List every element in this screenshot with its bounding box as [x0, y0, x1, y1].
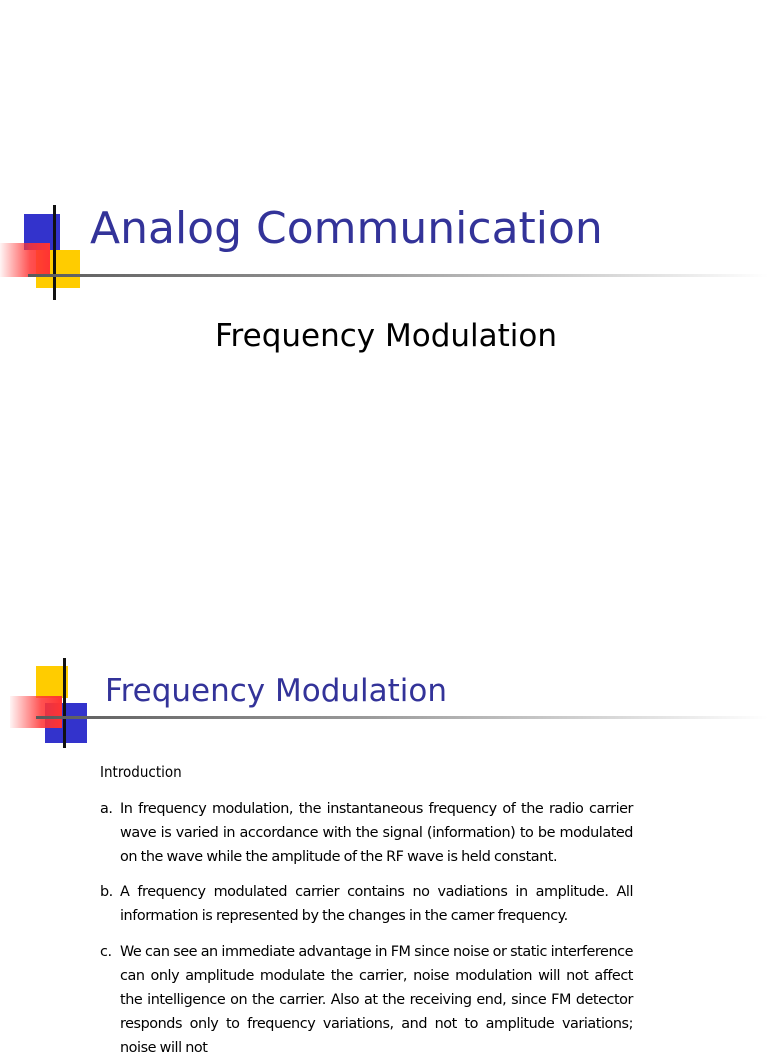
red-square [10, 696, 62, 728]
vertical-line [53, 205, 56, 300]
list-marker: b. [100, 884, 113, 900]
list-marker: a. [100, 801, 113, 817]
list-item-text: A frequency modulated carrier contains no vadiations in amplitude. All information is represented by the changes in the camer frequency. [120, 884, 633, 924]
slide-title: Analog Communication [90, 203, 603, 254]
content-slide [0, 600, 768, 1056]
section-heading: Introduction [100, 763, 182, 781]
corner-decoration [0, 600, 110, 760]
title-underline [36, 716, 768, 719]
vertical-line [63, 658, 66, 748]
corner-decoration [0, 0, 110, 300]
list-item-text: We can see an immediate advantage in FM since noise or static interference can only amplitude modulate the carrier, noise modulation will not affect the intelligence on the carrier. Also at the receiving end, since FM detector responds only to frequency variations, and not to amplitude variations; noise will not [120, 944, 633, 1056]
list-item [100, 797, 633, 869]
slide-title: Frequency Modulation [105, 673, 448, 709]
list-item [100, 880, 633, 928]
title-underline [28, 274, 768, 277]
red-square [0, 243, 50, 277]
slide-subtitle: Frequency Modulation [214, 318, 558, 354]
list-marker: c. [100, 944, 112, 960]
list-item-text: In frequency modulation, the instantaneous frequency of the radio carrier wave is varied in accordance with the signal (information) to be modulated on the wave while the amplitude of the RF wave is held constant. [120, 801, 633, 865]
list-item [100, 940, 633, 1060]
